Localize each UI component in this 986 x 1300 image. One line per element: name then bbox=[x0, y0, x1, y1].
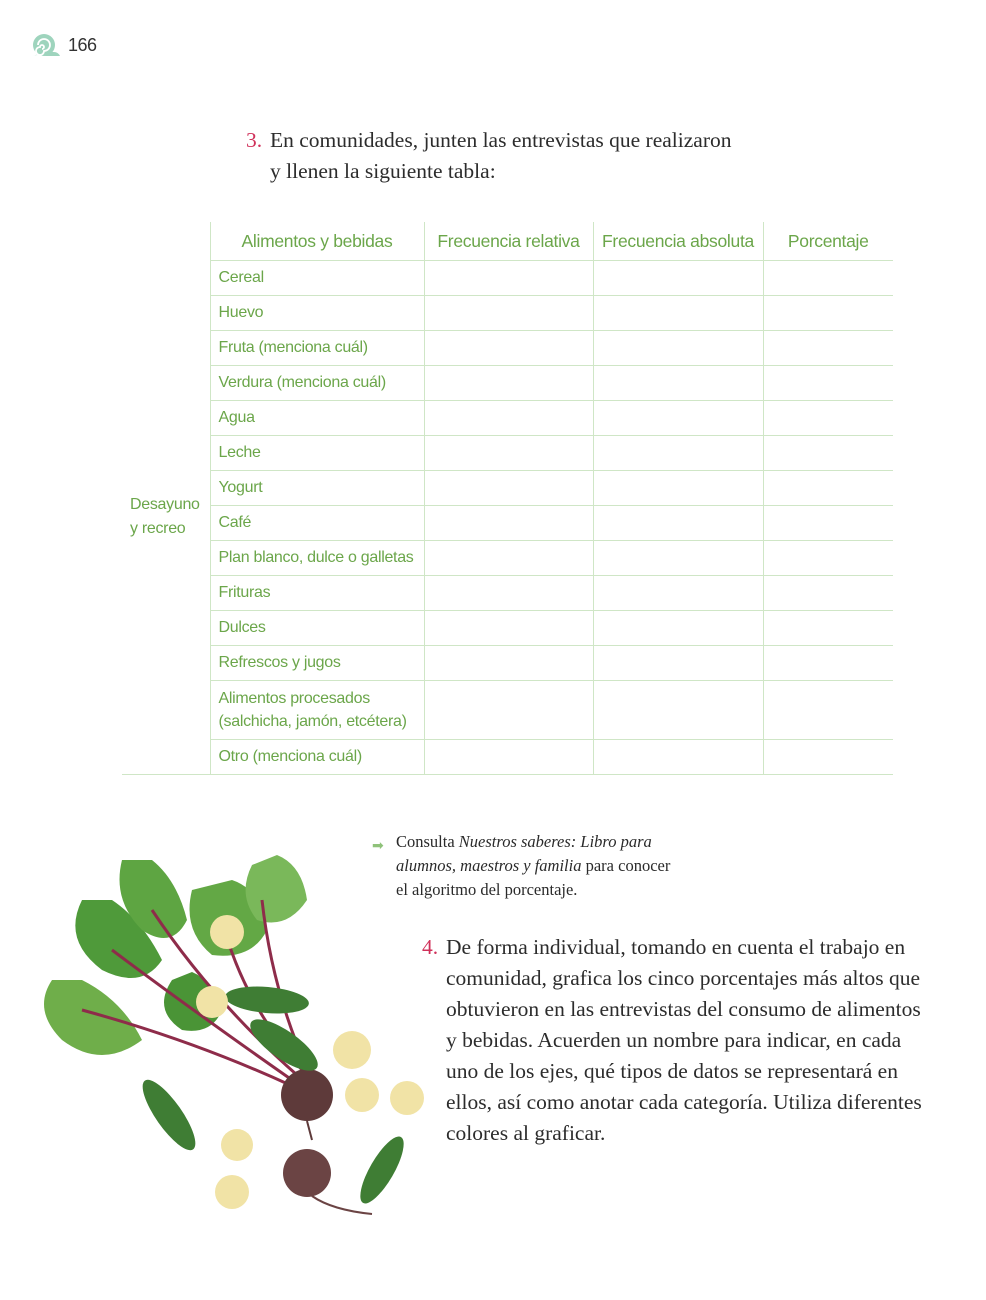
absolute-frequency-cell[interactable] bbox=[593, 740, 763, 775]
absolute-frequency-cell[interactable] bbox=[593, 646, 763, 681]
percentage-cell[interactable] bbox=[763, 611, 893, 646]
food-label: Fruta (menciona cuál) bbox=[210, 331, 424, 366]
percentage-cell[interactable] bbox=[763, 366, 893, 401]
percentage-cell[interactable] bbox=[763, 541, 893, 576]
relative-frequency-cell[interactable] bbox=[424, 401, 593, 436]
percentage-cell[interactable] bbox=[763, 681, 893, 740]
table-row bbox=[122, 681, 893, 740]
arrow-right-icon: ➡ bbox=[372, 838, 384, 854]
absolute-frequency-cell[interactable] bbox=[593, 541, 763, 576]
snail-icon bbox=[28, 30, 62, 60]
absolute-frequency-cell[interactable] bbox=[593, 471, 763, 506]
percentage-cell[interactable] bbox=[763, 740, 893, 775]
absolute-frequency-cell[interactable] bbox=[593, 401, 763, 436]
relative-frequency-cell[interactable] bbox=[424, 436, 593, 471]
table-row bbox=[122, 576, 893, 611]
percentage-cell[interactable] bbox=[763, 436, 893, 471]
percentage-cell[interactable] bbox=[763, 401, 893, 436]
food-label: Refrescos y jugos bbox=[210, 646, 424, 681]
relative-frequency-cell[interactable] bbox=[424, 740, 593, 775]
absolute-frequency-cell[interactable] bbox=[593, 681, 763, 740]
step-3-instructions bbox=[246, 125, 790, 187]
table-row bbox=[122, 740, 893, 775]
food-label: Frituras bbox=[210, 576, 424, 611]
absolute-frequency-cell[interactable] bbox=[593, 611, 763, 646]
food-label: Verdura (menciona cuál) bbox=[210, 366, 424, 401]
table-row bbox=[122, 296, 893, 331]
relative-frequency-cell[interactable] bbox=[424, 331, 593, 366]
table-row bbox=[122, 471, 893, 506]
vegetables-illustration bbox=[22, 840, 442, 1230]
table-row bbox=[122, 331, 893, 366]
step-4-text: De forma individual, tomando en cuenta el trabajo en comunidad, grafica los cinco porcentajes más altos que obtuvieron en las entrevistas del consumo de alimentos y bebidas. Acuerden un nombre para indicar, en cada uno de los ejes, qué tipos de datos se representará en ellos, así como anotar cada categoría. Utiliza diferentes colores al graficar. bbox=[446, 935, 922, 1145]
food-frequency-table bbox=[122, 222, 893, 775]
header-foods: Alimentos y bebidas bbox=[210, 222, 424, 261]
absolute-frequency-cell[interactable] bbox=[593, 506, 763, 541]
food-label: Yogurt bbox=[210, 471, 424, 506]
page-header bbox=[28, 30, 97, 60]
book-title: Nuestros saberes: Libro para alumnos, maestros y familia bbox=[396, 832, 652, 875]
relative-frequency-cell[interactable] bbox=[424, 576, 593, 611]
relative-frequency-cell[interactable] bbox=[424, 471, 593, 506]
food-label: Dulces bbox=[210, 611, 424, 646]
table-row bbox=[122, 436, 893, 471]
relative-frequency-cell[interactable] bbox=[424, 681, 593, 740]
food-label: Agua bbox=[210, 401, 424, 436]
table-row bbox=[122, 611, 893, 646]
note-text: Consulta Nuestros saberes: Libro para alumnos, maestros y familia para conocer el algoritmo del porcentaje. bbox=[396, 832, 671, 899]
step-3-line-2: y llenen la siguiente tabla: bbox=[270, 159, 496, 183]
page-number: 166 bbox=[68, 34, 97, 55]
relative-frequency-cell[interactable] bbox=[424, 646, 593, 681]
percentage-cell[interactable] bbox=[763, 331, 893, 366]
header-relative-frequency: Frecuencia relativa bbox=[424, 222, 593, 261]
step-number: 4. bbox=[422, 935, 439, 959]
relative-frequency-cell[interactable] bbox=[424, 296, 593, 331]
table-row bbox=[122, 261, 893, 296]
food-label: Café bbox=[210, 506, 424, 541]
table-corner bbox=[122, 222, 210, 261]
food-label: Plan blanco, dulce o galletas bbox=[210, 541, 424, 576]
absolute-frequency-cell[interactable] bbox=[593, 261, 763, 296]
table-row bbox=[122, 366, 893, 401]
food-label: Huevo bbox=[210, 296, 424, 331]
table-row bbox=[122, 506, 893, 541]
percentage-cell[interactable] bbox=[763, 471, 893, 506]
beet-2 bbox=[283, 1149, 331, 1197]
step-4-instructions bbox=[422, 932, 926, 1149]
table-row bbox=[122, 541, 893, 576]
table-row bbox=[122, 646, 893, 681]
relative-frequency-cell[interactable] bbox=[424, 611, 593, 646]
absolute-frequency-cell[interactable] bbox=[593, 366, 763, 401]
table-row bbox=[122, 401, 893, 436]
relative-frequency-cell[interactable] bbox=[424, 366, 593, 401]
table-header-row bbox=[122, 222, 893, 261]
beet-1 bbox=[281, 1069, 333, 1121]
food-label: Leche bbox=[210, 436, 424, 471]
food-label: Cereal bbox=[210, 261, 424, 296]
relative-frequency-cell[interactable] bbox=[424, 506, 593, 541]
absolute-frequency-cell[interactable] bbox=[593, 296, 763, 331]
percentage-cell[interactable] bbox=[763, 576, 893, 611]
percentage-cell[interactable] bbox=[763, 646, 893, 681]
step-number: 3. bbox=[246, 128, 263, 152]
row-group-label: Desayuno y recreo bbox=[122, 261, 210, 775]
relative-frequency-cell[interactable] bbox=[424, 261, 593, 296]
absolute-frequency-cell[interactable] bbox=[593, 436, 763, 471]
percentage-cell[interactable] bbox=[763, 506, 893, 541]
header-absolute-frequency: Frecuencia absoluta bbox=[593, 222, 763, 261]
food-label: Alimentos procesados (salchicha, jamón, etcétera) bbox=[210, 681, 424, 740]
step-3-line-1: En comunidades, junten las entrevistas que realizaron bbox=[270, 128, 732, 152]
percentage-cell[interactable] bbox=[763, 261, 893, 296]
header-percentage: Porcentaje bbox=[763, 222, 893, 261]
food-label: Otro (menciona cuál) bbox=[210, 740, 424, 775]
absolute-frequency-cell[interactable] bbox=[593, 576, 763, 611]
percentage-cell[interactable] bbox=[763, 296, 893, 331]
relative-frequency-cell[interactable] bbox=[424, 541, 593, 576]
absolute-frequency-cell[interactable] bbox=[593, 331, 763, 366]
